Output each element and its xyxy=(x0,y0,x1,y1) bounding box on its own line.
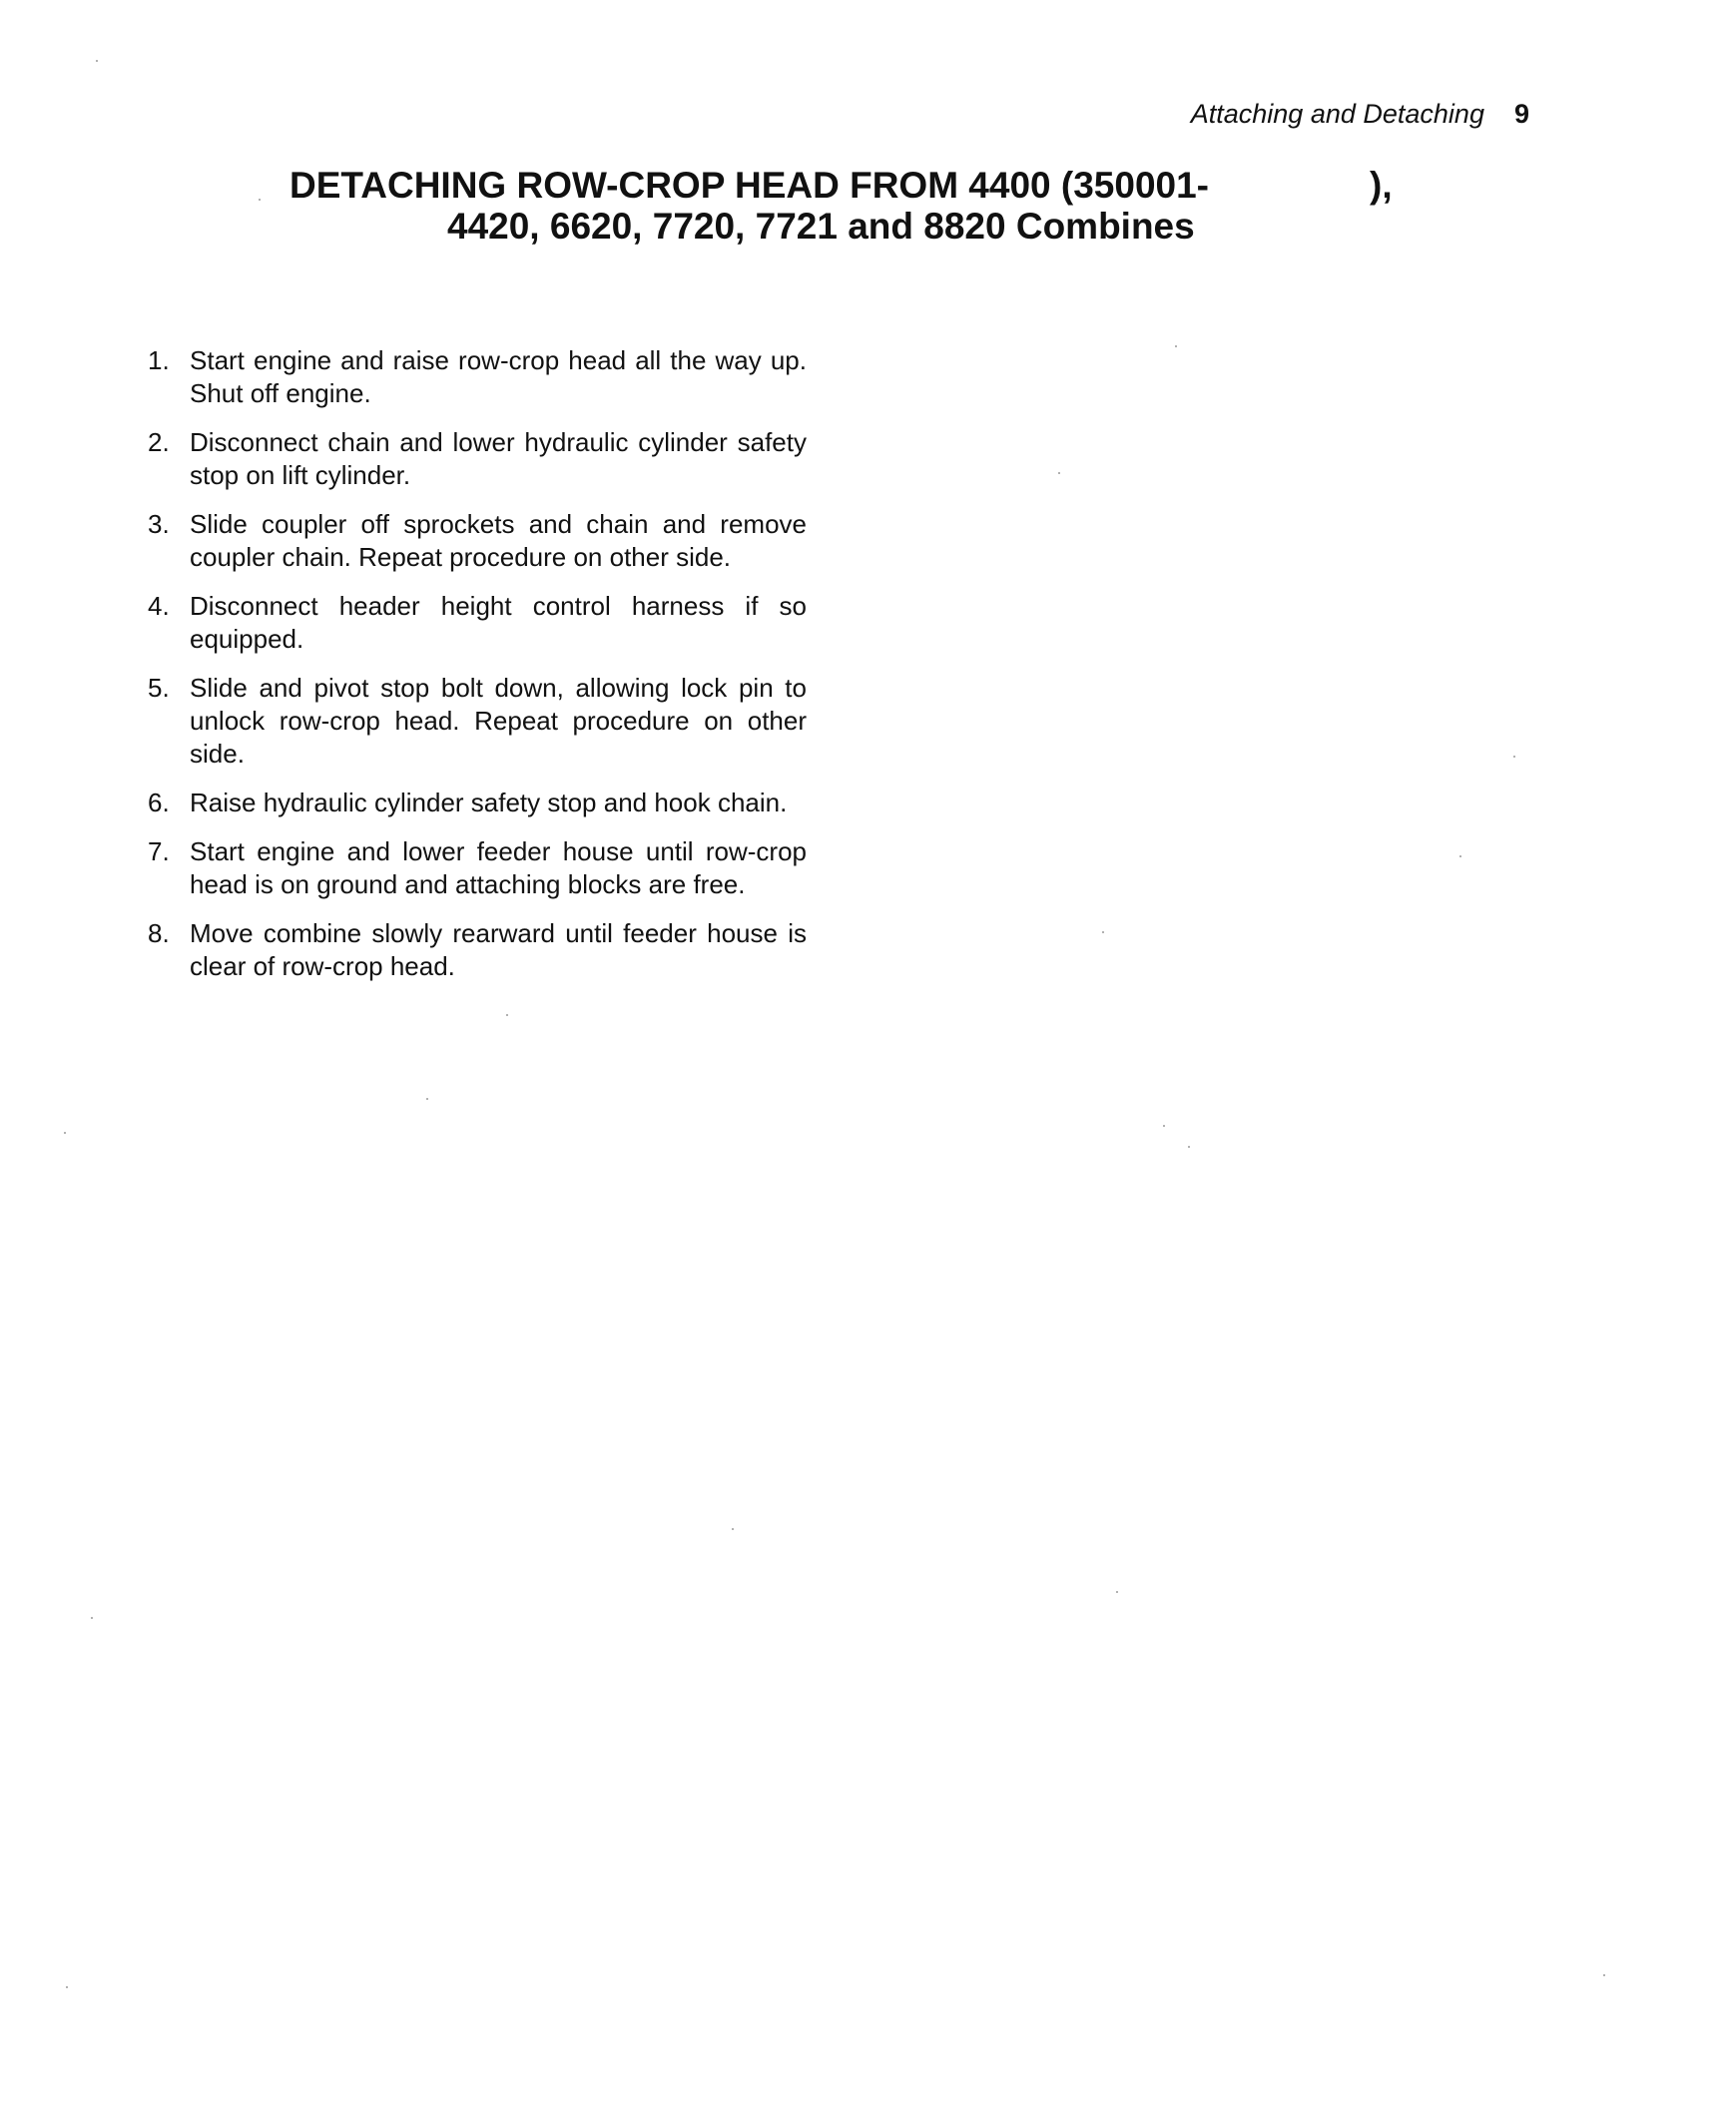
title-line-1-close: ), xyxy=(1370,165,1393,206)
scan-speck xyxy=(96,60,98,62)
scan-speck xyxy=(506,1014,508,1016)
step-item xyxy=(148,344,807,410)
step-text: Disconnect header height control harness if so equipped. xyxy=(190,591,807,654)
scan-speck xyxy=(259,199,261,201)
step-text: Slide and pivot stop bolt down, allowing lock pin to unlock row-crop head. Repeat procedure on other side. xyxy=(190,673,807,769)
title-line-1-text: DETACHING ROW-CROP HEAD FROM 4400 (350001- xyxy=(289,165,1210,206)
page-number: 9 xyxy=(1513,99,1529,129)
step-item xyxy=(148,835,807,901)
scan-speck xyxy=(1116,1591,1118,1593)
running-head xyxy=(1191,98,1529,130)
step-text: Start engine and raise row-crop head all the way up. Shut off engine. xyxy=(190,345,807,408)
step-number: 3. xyxy=(148,509,170,539)
scan-speck xyxy=(64,1132,66,1134)
step-number: 1. xyxy=(148,345,170,375)
step-text: Disconnect chain and lower hydraulic cylinder safety stop on lift cylinder. xyxy=(190,427,807,490)
scan-speck xyxy=(1459,855,1461,857)
procedure-steps xyxy=(148,344,807,999)
scan-speck xyxy=(1102,931,1104,933)
step-text: Move combine slowly rearward until feeder house is clear of row-crop head. xyxy=(190,918,807,981)
step-text: Start engine and lower feeder house until row-crop head is on ground and attaching blocks are free. xyxy=(190,836,807,899)
scan-speck xyxy=(1175,345,1177,347)
step-item xyxy=(148,426,807,492)
step-number: 4. xyxy=(148,591,170,621)
scan-speck xyxy=(1603,1974,1605,1976)
scan-speck xyxy=(1188,1146,1190,1148)
step-text: Raise hydraulic cylinder safety stop and hook chain. xyxy=(190,788,788,817)
step-number: 8. xyxy=(148,918,170,948)
scan-speck xyxy=(66,1986,68,1988)
scan-speck xyxy=(1163,1125,1165,1127)
page-title xyxy=(289,165,1408,247)
step-item xyxy=(148,787,807,819)
step-item xyxy=(148,508,807,574)
title-line-2: 4420, 6620, 7720, 7721 and 8820 Combines xyxy=(447,206,1195,247)
step-number: 2. xyxy=(148,427,170,457)
step-item xyxy=(148,917,807,983)
scan-speck xyxy=(426,1098,428,1100)
scan-speck xyxy=(1058,472,1060,474)
scan-speck xyxy=(1513,756,1515,758)
step-number: 7. xyxy=(148,836,170,866)
step-number: 5. xyxy=(148,673,170,703)
step-number: 6. xyxy=(148,788,170,817)
scan-speck xyxy=(91,1617,93,1619)
step-item xyxy=(148,590,807,656)
title-line-1 xyxy=(289,165,1408,206)
step-item xyxy=(148,672,807,771)
step-text: Slide coupler off sprockets and chain and remove coupler chain. Repeat procedure on other side. xyxy=(190,509,807,572)
section-name: Attaching and Detaching xyxy=(1190,99,1484,129)
scan-speck xyxy=(732,1528,734,1530)
